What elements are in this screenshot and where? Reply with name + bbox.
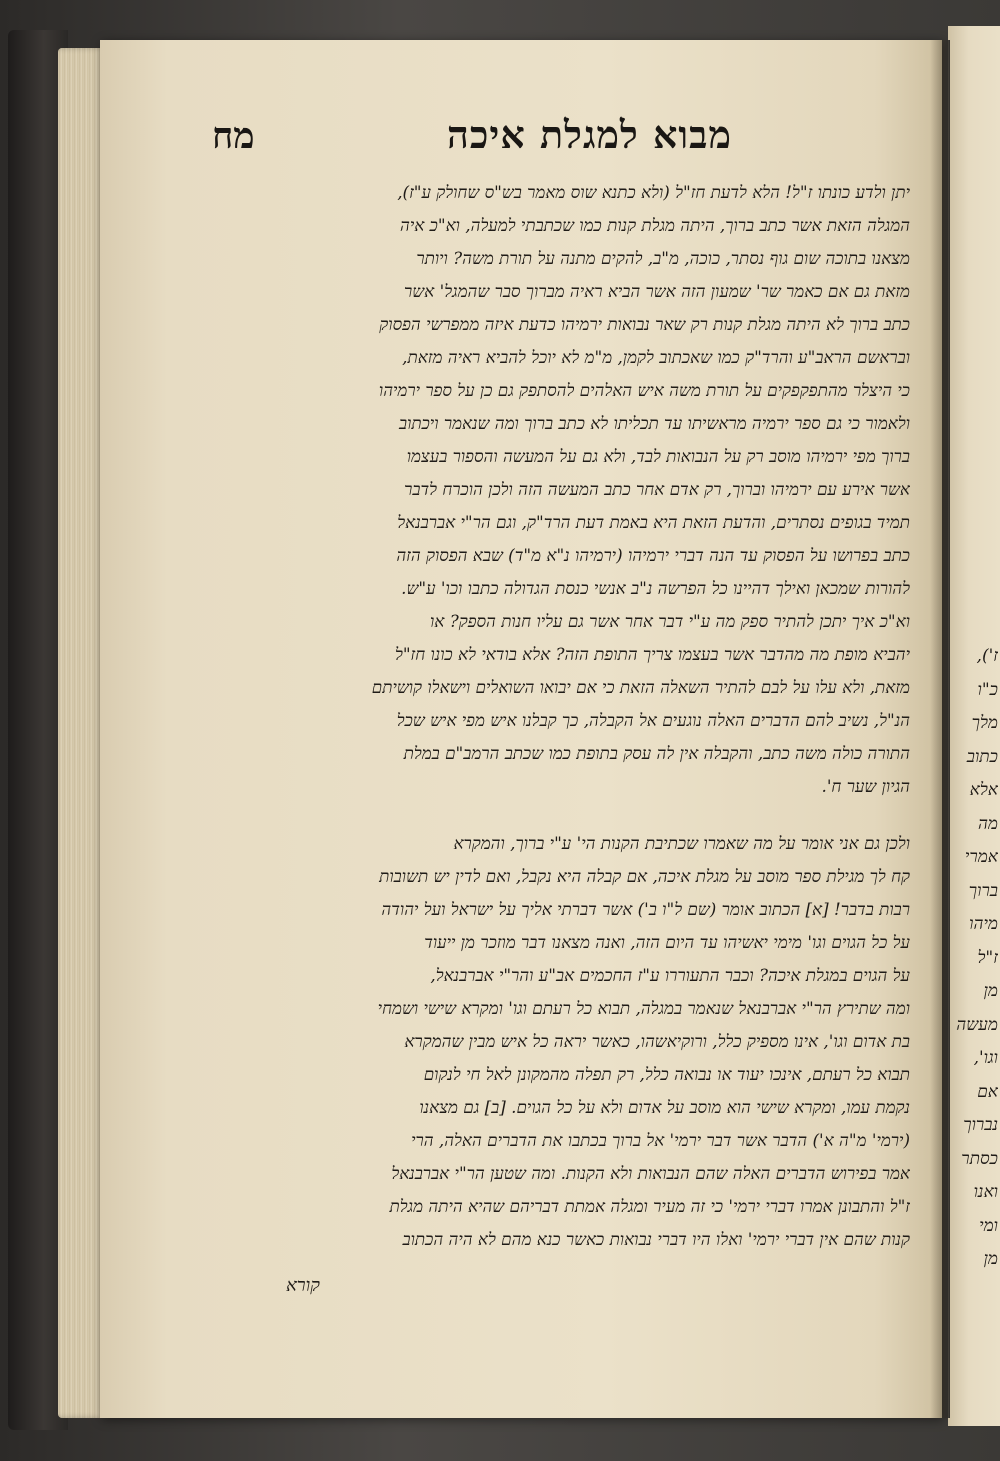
text-line: כי היצלר מהתפקפקים על תורת משה איש האלהים להסתפק גם כן על ספר ירמיהו [378,380,910,400]
text-line: ובראשם הראב"ע והרד"ק כמו שאכתוב לקמן, מ"מ לא יוכל להביא ראיה מזאת, [402,347,910,367]
running-header [212,112,732,158]
text-line: מיהו [969,914,998,934]
text-line: המגלה הזאת אשר כתב ברוך, היתה מגלת קנות כמו שכתבתי למעלה, וא"כ איה [400,215,910,235]
text-line: ולאמור כי גם ספר ירמיה מראשיתו עד תכליתו לא כתב ברוך ומה שנאמר ויכתוב [398,413,910,433]
page-number: מח [212,115,255,157]
text-line: אם [977,1081,998,1102]
text-line: וגו', [973,1048,998,1068]
text-line: כסתר [961,1148,998,1169]
text-line: מצאנו בתוכה שום גוף נסתר, כוכה, מ"ב, להקים מתנה על תורת משה? ויותר [416,248,910,268]
text-line: בת אדום וגו', אינו מספיק כלל, ורוקיאשהו, כאשר יראה כל איש מבין שהמקרא [404,1031,910,1051]
text-line: קח לך מגילת ספר מוסב על מגלת איכה, אם קבלה היא נקבל, ואם לדין יש תשובות [379,866,910,886]
text-line: כתוב [966,746,998,767]
text-line: מה [977,813,998,834]
text-line: כתב ברוך לא היתה מגלת קנות רק שאר נבואות ירמיהו כדעת איזה ממפרשי הפסוק [379,314,910,334]
text-line: ומה שתירץ הר"י אברבנאל שנאמר במגלה, תבוא כל רעתם וגו' ומקרא שישי ושמחי [377,998,910,1018]
text-line: הגיון שער ח'. [821,776,910,796]
text-line: אשר אירע עם ירמיהו וברוך, רק אדם אחר כתב המעשה הזה ולכן הוכרח לדבר [404,479,910,499]
text-line: כ"ו [977,679,998,700]
text-line: יתן ולדע כונתו ז"ל! הלא לדעת חז"ל (ולא כתנא שוס מאמר בש"ס שחולק ע"ז), [397,182,910,202]
text-line: ואנו [973,1182,998,1202]
text-line: ז"ל [977,947,998,968]
text-line: וא"כ איך יתכן להתיר ספק מה ע"י דבר אחר אשר גם עליו חנות הספק? או [430,611,910,631]
text-line: רבות בדבר! [א] הכתוב אומר (שם ל"ו ב') אשר דברתי אליך על ישראל ועל יהודה [381,899,910,919]
text-line: תמיד בגופים נסתרים, והדעת הזאת היא באמת דעת הרד"ק, וגם הר"י אברבנאל [397,512,910,532]
text-line: אמרי [964,847,998,867]
page-edges [58,48,106,1418]
text-line: אמר בפירוש הדברים האלה שהם הנבואות ולא הקנות. ומה שטען הר"י אברבנאל [391,1163,910,1183]
text-line: מלך [971,713,998,733]
paragraph-1 [214,176,910,803]
text-line: נקמת עמו, ומקרא שישי הוא מוסב על אדום ולא על כל הגוים. [ב] גם מצאנו [419,1097,910,1117]
text-line: אלא [969,780,998,800]
text-line: (ירמי' מ"ה א') הדבר אשר דבר ירמי' אל ברוך בכתבו את הדברים האלה, הרי [411,1130,910,1150]
text-line: ומי [979,1215,998,1236]
text-line: ולכן גם אני אומר על מה שאמרו שכתיבת הקנות הי' ע"י ברוך, והמקרא [453,833,910,853]
text-line: הנ"ל, נשיב להם הדברים האלה נוגעים אל הקבלה, כך קבלנו איש מפי איש שכל [396,710,910,730]
text-line: מעשה [956,1014,998,1035]
text-line: ז"ל והתבונן אמרו דברי ירמי' כי זה מעיר ומגלה אמתת דבריהם שהיא היתה מגלת [389,1196,910,1216]
facing-page-text [952,640,998,1277]
catchword: קורא [286,1275,320,1296]
text-line: התורה כולה משה כתב, והקבלה אין לה עסק בתופת כמו שכתב הרמב"ם במלת [403,743,910,763]
text-line: נברוך [963,1115,998,1135]
book-gutter [930,40,950,1418]
text-line: ז'), [976,646,998,666]
text-line: על כל הגוים וגו' מימי יאשיהו עד היום הזה, ואנה מצאנו דבר מוזכר מן ייעוד [424,932,910,952]
text-line: קנות שהם אין דברי ירמי' ואלו היו דברי נבואות כאשר כנא מהם לא היה הכתוב [402,1229,910,1249]
text-line: להורות שמכאן ואילך דהיינו כל הפרשה נ"ב אנשי כנסת הגדולה כתבו וכו' ע"ש. [401,578,910,598]
text-line: תבוא כל רעתם, אינכו יעוד או נבואה כלל, רק תפלה מהמקונן לאל חי לנקום [423,1064,910,1084]
text-line: על הגוים במגלת איכה? וכבר התעוררו ע"ז החכמים אב"ע והר"י אברבנאל, [430,965,910,985]
text-line: כתב בפרושו על הפסוק עד הנה דברי ירמיהו (ירמיהו נ"א מ"ד) שבא הפסוק הזה [396,545,910,565]
text-line: מזאת גם אם כאמר שר' שמעון הזה אשר הביא ראיה מברוך סבר שהמגל' אשר [404,281,910,301]
text-line: מן [983,1249,998,1269]
page-title: מבוא למגלת איכה [446,112,732,157]
text-line: מן [983,981,998,1001]
text-line: יהביא מופת מה מהדבר אשר בעצמו צריך התופת הזה? אלא בודאי לא כונו חז"ל [394,644,910,664]
text-line: ברוך [968,880,998,901]
paragraph-2 [214,827,910,1256]
page-body [214,176,910,1256]
text-line: מזאת, ולא עלו על לבם להתיר השאלה הזאת כי אם יבואו השואלים וישאלו קושיתם [371,677,910,697]
text-line: ברוך מפי ירמיהו מוסב רק על הנבואות לבד, ולא גם על המעשה והספור בעצמו [406,446,910,466]
